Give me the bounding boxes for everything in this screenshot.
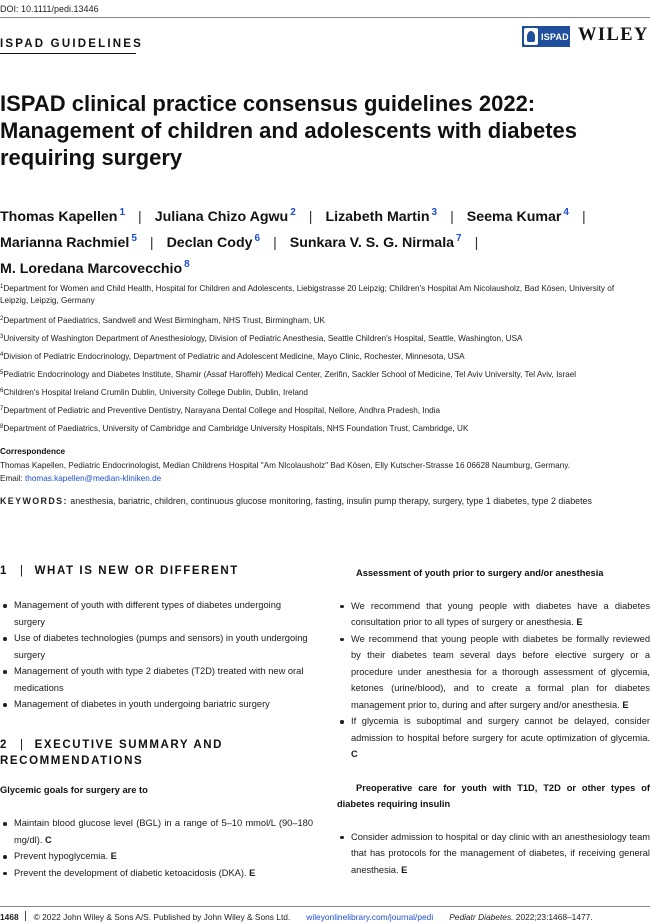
author-list: Thomas Kapellen $^1$ | Juliana Chizo Agwu $^2$ | Lizabeth Martin $^3$ | Seema Kumar $^4$ | Marianna Rachmiel $^5$ | Declan Cody $^6$ | Sunkara V. S. G. Nirmala $^7$ | M. Loredana Marcovecchio $^8$ [0, 207, 586, 277]
affiliation-ref[interactable]: 2 [290, 207, 296, 218]
copyright: © 2022 John Wiley & Sons A/S. Published by John Wiley & Sons Ltd. [33, 912, 291, 922]
footer [0, 911, 650, 922]
section-label-underline [0, 53, 136, 54]
affiliation-ref[interactable]: 7 [456, 233, 462, 244]
glycemic-goals-heading: Glycemic goals for surgery are to [0, 784, 148, 795]
preop-heading: Preoperative care for youth with T1D, T2D or other types of diabetes requiring insulin [337, 782, 650, 809]
list-item: Prevent hypoglycemia. E [0, 848, 313, 865]
section-heading-2: 2 | EXECUTIVE SUMMARY AND RECOMMENDATIONS [0, 738, 224, 767]
section-label: ISPAD GUIDELINES [0, 38, 143, 50]
affiliation: $^2$Department of Paediatrics, Sandwell and West Birmingham, NHS Trust, Birmingham, UK [0, 316, 325, 325]
list-item: Management of youth with different types of diabetes undergoing surgery [0, 597, 313, 630]
correspondence-text: Thomas Kapellen, Pediatric Endocrinologist, Median Childrens Hospital "Am NIcolausholz" Bad Kösen, Elly Kutscher-Strasse 16 06628 Naumburg, Germany. Email: thomas.kapellen@median-kliniken.de [0, 461, 570, 483]
affiliation-ref[interactable]: 6 [254, 233, 261, 244]
affiliation: $^1$Department for Women and Child Health, Hospital for Children and Adolescents, Liebigstrasse 20 Leipzig; Children's Hospital Am Nicolausholz, Bad Kösen, University of Leipzig, Leipzig, Germany [0, 284, 615, 305]
affiliation: $^3$University of Washington Department of Anesthesiology, Division of Pediatric Anesthesia, Seattle Children's Hospital, Seattle, Washington, USA [0, 334, 523, 343]
author[interactable]: Marianna Rachmiel $^5$ [0, 233, 137, 251]
list-item: Management of youth with type 2 diabetes (T2D) treated with new oral medications [0, 663, 313, 696]
journal-name: Pediatr Diabetes. [449, 912, 514, 922]
list-item: Prevent the development of diabetic ketoacidosis (DKA). E [0, 865, 313, 882]
affiliation: $^6$Children's Hospital Ireland Crumlin Dublin, University College Dublin, Dublin, Ireland [0, 388, 308, 397]
list-item: Management of diabetes in youth undergoing bariatric surgery [0, 696, 313, 713]
assessment-heading: Assessment of youth prior to surgery and/or anesthesia [356, 568, 604, 578]
list-item: We recommend that young people with diabetes have a diabetes consultation prior to all types of surgery or anesthesia. E [337, 598, 650, 631]
section-heading-1: 1 | WHAT IS NEW OR DIFFERENT [0, 565, 239, 577]
list-item: We recommend that young people with diabetes be formally reviewed by their diabetes team several days before elective surgery or a procedure under anesthesia for a thorough assessment of glycemia, ketones (urine/blood), and to create a formal plan for diabetes management prior to, during and after surgery and/or anesthesia. E [337, 631, 650, 714]
author[interactable]: Lizabeth Martin $^3$ [325, 207, 438, 225]
affiliation: $^5$Pediatric Endocrinology and Diabetes Institute, Shamir (Assaf Haroffeh) Medical Center, Zerifin, Sackler School of Medicine, Tel Aviv University, Tel Aviv, Israel [0, 370, 577, 379]
affiliation-ref[interactable]: 1 [119, 207, 126, 218]
keywords: KEYWORDS: anesthesia, bariatric, children, continuous glucose monitoring, fasting, insulin pump therapy, surgery, type 1 diabetes, type 2 diabetes [0, 496, 592, 506]
author[interactable]: Juliana Chizo Agwu $^2$ [154, 207, 296, 225]
affiliation-ref[interactable]: 4 [563, 207, 569, 218]
affiliation: $^4$Division of Pediatric Endocrinology, Department of Pediatric and Adolescent Medicine, Mayo Clinic, Rochester, Minnesota, USA [0, 352, 465, 361]
assessment-list [337, 598, 650, 763]
footer-rule [0, 906, 650, 907]
email-link[interactable]: thomas.kapellen@median-kliniken.de [25, 473, 162, 483]
affiliation: $^7$Department of Pediatric and Preventive Dentistry, Narayana Dental College and Hospital, Nellore, Andhra Pradesh, India [0, 406, 441, 415]
ispad-emblem-icon [524, 28, 538, 45]
right-column [337, 565, 650, 878]
list-item: Maintain blood glucose level (BGL) in a range of 5–10 mmol/L (90–180 mg/dl). C [0, 815, 313, 848]
article-title: ISPAD clinical practice consensus guidelines 2022: Management of children and adolescents with diabetes requiring surgery [0, 91, 578, 170]
page-number: 1468 [0, 912, 19, 922]
list-item: Use of diabetes technologies (pumps and sensors) in youth undergoing surgery [0, 630, 313, 663]
glycemic-goals-list [0, 815, 313, 881]
affiliation-ref[interactable]: 8 [184, 259, 190, 270]
header-rule [0, 17, 650, 18]
author[interactable]: Sunkara V. S. G. Nirmala $^7$ [289, 233, 462, 251]
whats-new-list [0, 597, 313, 713]
journal-url-link[interactable]: wileyonlinelibrary.com/journal/pedi [306, 912, 434, 922]
author[interactable]: Thomas Kapellen $^1$ [0, 207, 126, 225]
preop-list [337, 829, 650, 879]
citation: 2022;23:1468–1477. [513, 912, 593, 922]
list-item: If glycemia is suboptimal and surgery cannot be delayed, consider admission to hospital before surgery for acute optimization of glycemia. C [337, 713, 650, 763]
left-column [0, 563, 313, 881]
ispad-logo [522, 26, 570, 47]
ispad-logo-text: ISPAD [541, 31, 569, 42]
doi: DOI: 10.1111/pedi.13446 [0, 4, 99, 14]
author[interactable]: Declan Cody $^6$ [166, 233, 261, 251]
author[interactable]: Seema Kumar $^4$ [466, 207, 569, 225]
affiliation: $^8$Department of Paediatrics, University of Cambridge and Cambridge University Hospitals, NHS Foundation Trust, Cambridge, UK [0, 424, 469, 433]
affiliation-ref[interactable]: 5 [131, 233, 137, 244]
publisher-logo: WILEY [578, 25, 649, 45]
correspondence-heading: Correspondence [0, 447, 66, 456]
author[interactable]: M. Loredana Marcovecchio $^8$ [0, 259, 190, 277]
affiliation-ref[interactable]: 3 [431, 207, 438, 218]
list-item: Consider admission to hospital or day clinic with an anesthesiology team that has protocols for the management of diabetes, if receiving general anesthesia. E [337, 829, 650, 879]
